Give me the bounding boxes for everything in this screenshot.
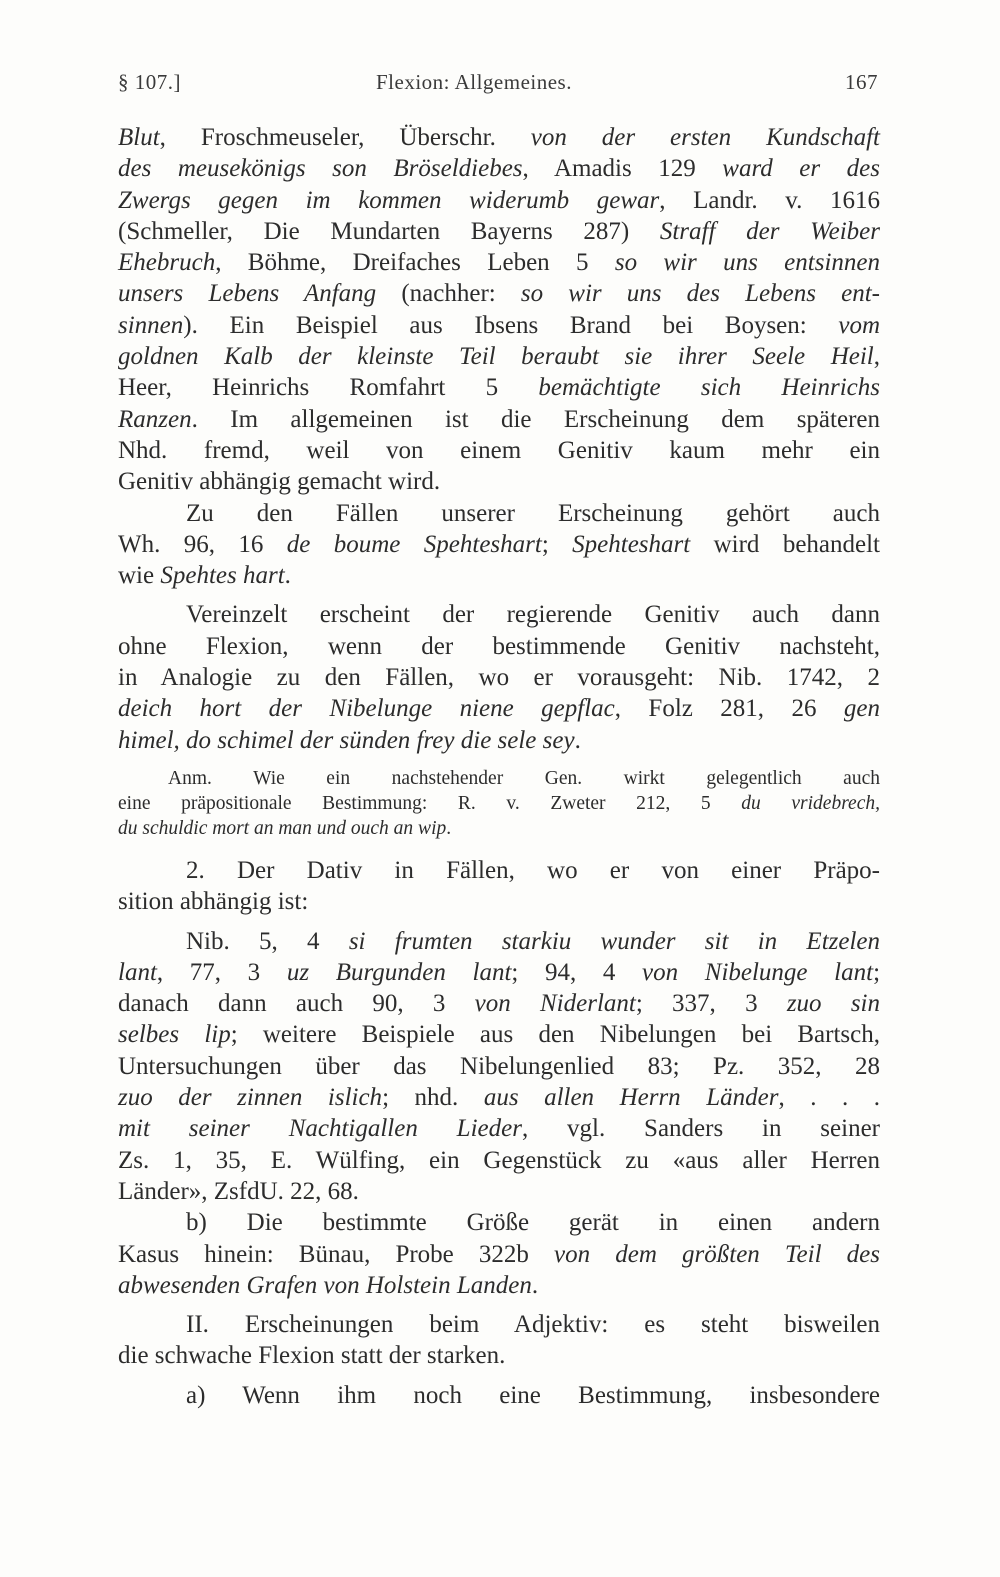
text-line: Anm. Wie ein nachstehender Gen. wirkt gelegentlich auch — [168, 767, 880, 789]
text-line: Zwergs gegen im kommen widerumb gewar, Landr. v. 1616 — [118, 186, 880, 214]
text-line: unsers Lebens Anfang (nachher: so wir uns des Lebens ent- — [118, 280, 880, 308]
text-line: mit seiner Nachtigallen Lieder, vgl. Sanders in seiner — [118, 1115, 880, 1143]
text-line: himel, do schimel der sünden frey die sele sey. — [118, 726, 581, 754]
text-line: Nhd. fremd, weil von einem Genitiv kaum mehr ein — [118, 436, 880, 464]
text-line: (Schmeller, Die Mundarten Bayerns 287) Straff der Weiber — [118, 217, 881, 245]
text-line: abwesenden Grafen von Holstein Landen. — [118, 1271, 539, 1299]
text-line: selbes lip; weitere Beispiele aus den Nibelungen bei Bartsch, — [118, 1021, 880, 1049]
text-line: eine präpositionale Bestimmung: R. v. Zweter 212, 5 du vridebrech, — [118, 792, 880, 814]
text-line: Länder», ZsfdU. 22, 68. — [118, 1177, 359, 1205]
text-line: sinnen). Ein Beispiel aus Ibsens Brand bei Boysen: vom — [118, 311, 880, 339]
text-line: deich hort der Nibelunge niene gepflac, Folz 281, 26 gen — [118, 695, 880, 723]
text-line: 2. Der Dativ in Fällen, wo er von einer Präpo- — [186, 856, 880, 884]
text-line: Ehebruch, Böhme, Dreifaches Leben 5 so wir uns entsinnen — [118, 249, 880, 277]
text-line: des meusekönigs son Bröseldiebes, Amadis 129 ward er des — [118, 155, 880, 183]
text-line: die schwache Flexion statt der starken. — [118, 1342, 506, 1370]
text-line: II. Erscheinungen beim Adjektiv: es steht bisweilen — [186, 1311, 880, 1339]
text-line: ohne Flexion, wenn der bestimmende Genitiv nachsteht, — [118, 632, 880, 660]
text-line: Heer, Heinrichs Romfahrt 5 bemächtigte sich Heinrichs — [118, 374, 880, 402]
page-number: 167 — [845, 70, 878, 94]
text-line: Wh. 96, 16 de boume Spehteshart; Spehteshart wird behandelt — [118, 530, 880, 558]
text-line: Ranzen. Im allgemeinen ist die Erscheinung dem späteren — [118, 405, 880, 433]
text-line: sition abhängig ist: — [118, 888, 309, 916]
text-line: du schuldic mort an man und ouch an wip. — [118, 817, 452, 839]
text-line: zuo der zinnen islich; nhd. aus allen Herrn Länder, . . . — [118, 1084, 881, 1112]
text-line: goldnen Kalb der kleinste Teil beraubt sie ihrer Seele Heil, — [118, 343, 880, 371]
running-title: Flexion: Allgemeines. — [376, 70, 572, 94]
text-line: Blut, Froschmeuseler, Überschr. von der ersten Kundschaft — [118, 124, 880, 151]
text-line: Zu den Fällen unserer Erscheinung gehört auch — [186, 499, 880, 527]
text-line: a) Wenn ihm noch eine Bestimmung, insbesondere — [186, 1381, 880, 1409]
text-line: Untersuchungen über das Nibelungenlied 83; Pz. 352, 28 — [118, 1052, 880, 1080]
text-line: Genitiv abhängig gemacht wird. — [118, 468, 441, 496]
running-header — [118, 70, 878, 110]
text-line: b) Die bestimmte Größe gerät in einen andern — [186, 1209, 880, 1237]
page-body-text — [118, 122, 880, 1411]
text-line: wie Spehtes hart. — [118, 562, 291, 590]
text-line: Zs. 1, 35, E. Wülfing, ein Gegenstück zu «aus aller Herren — [118, 1146, 880, 1174]
section-marker: § 107.] — [118, 70, 181, 94]
text-line: Vereinzelt erscheint der regierende Genitiv auch dann — [186, 601, 880, 629]
text-line: in Analogie zu den Fällen, wo er vorausgeht: Nib. 1742, 2 — [118, 664, 880, 692]
text-line: Kasus hinein: Bünau, Probe 322b von dem größten Teil des — [118, 1240, 880, 1268]
text-line: Nib. 5, 4 si frumten starkiu wunder sit in Etzelen — [186, 927, 881, 955]
text-line: lant, 77, 3 uz Burgunden lant; 94, 4 von Nibelunge lant; — [118, 958, 881, 986]
text-line: danach dann auch 90, 3 von Niderlant; 337, 3 zuo sin — [118, 990, 880, 1018]
